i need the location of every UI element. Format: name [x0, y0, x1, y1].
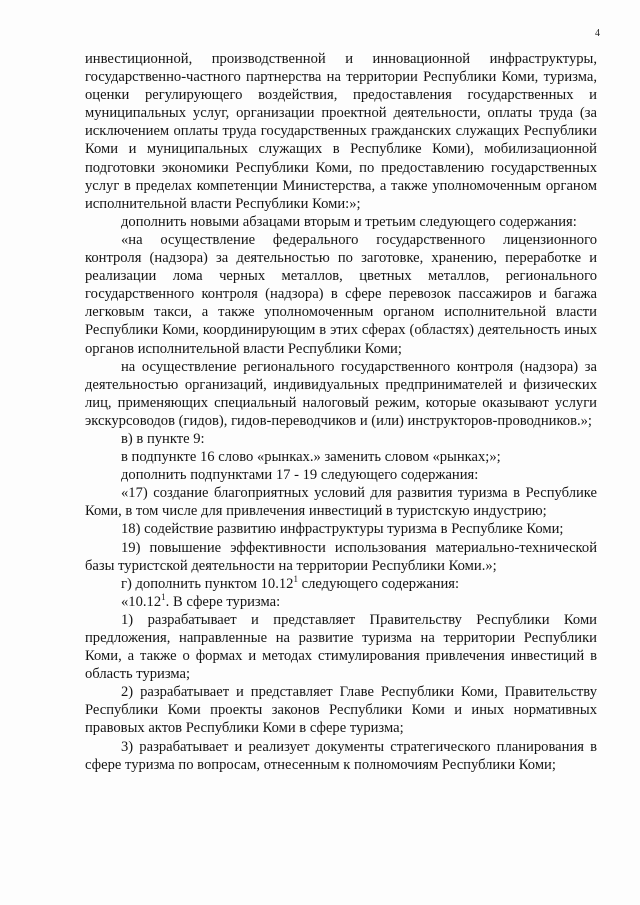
- paragraph-text: 19) повышение эффективности использования материально-технической базы туристской деятельности на территории Республики Коми.»;: [85, 539, 597, 574]
- paragraph-text: на осуществление регионального государственного контроля (надзора) за деятельностью организаций, индивидуальных предпринимателей и физических лиц, применяющих специальный налоговый режим, которые оказывают услуги экскурсоводов (гидов), гидов-переводчиков и (или) инструкторов-проводников.»;: [85, 358, 597, 429]
- paragraph-add-subitems: [85, 466, 597, 484]
- paragraph-duty-1: [85, 611, 597, 683]
- paragraph-text-after: . В сфере туризма:: [165, 593, 281, 610]
- paragraph-text: «10.12: [121, 593, 162, 610]
- paragraph-text: в подпункте 16 слово «рынках.» заменить словом «рынках;»;: [121, 449, 501, 466]
- paragraph-text: дополнить новыми абзацами вторым и третьим следующего содержания:: [121, 213, 577, 230]
- paragraph-section-heading: [85, 593, 597, 611]
- paragraph-text: «на осуществление федерального государственного лицензионного контроля (надзора) за деятельностью по заготовке, хранению, переработке и реализации лома черных металлов, цветных металлов, регионального государственного контроля (надзора) в сфере перевозок пассажиров и багажа легковым такси, а также уполномоченным органом исполнительной власти Республики Коми, координирующим в этих сферах (областях) деятельность иных органов исполнительной власти Республики Коми;: [85, 231, 597, 357]
- paragraph-text: инвестиционной, производственной и инновационной инфраструктуры, государственно-частного партнерства на территории Республики Коми, туризма, оценки регулирующего воздействия, предоставления государственных и муниципальных услуг, организации проектной деятельности, оплаты труда (за исключением оплаты труда государственных гражданских служащих Республики Коми и муниципальных служащих в Республике Коми), мобилизационной подготовки экономики Республики Коми, по предоставлению государственных услуг в пределах компетенции Министерства, а также уполномоченным органом исполнительной власти Республики Коми:»;: [85, 51, 597, 212]
- paragraph-text: дополнить подпунктами 17 - 19 следующего содержания:: [121, 467, 479, 484]
- paragraph-text: 18) содействие развитию инфраструктуры туризма в Республике Коми;: [121, 521, 564, 538]
- paragraph-duty-3: [85, 738, 597, 774]
- paragraph-item-v: [85, 430, 597, 448]
- paragraph-subitem-16: [85, 448, 597, 466]
- paragraph-text: 1) разрабатывает и представляет Правительству Республики Коми предложения, направленные на развитие туризма на территории Республики Коми, а также о формах и методах стимулирования привлечения инвестиций в область туризма;: [85, 611, 597, 683]
- paragraph-subitem-17: [85, 484, 597, 520]
- paragraph-regional-control: [85, 358, 597, 430]
- document-body: [85, 50, 597, 774]
- paragraph-text: в) в пункте 9:: [121, 430, 205, 447]
- paragraph-text: г) дополнить пунктом 10.12: [121, 575, 294, 592]
- paragraph-duty-2: [85, 683, 597, 737]
- paragraph-subitem-18: [85, 520, 597, 538]
- page-number: 4: [595, 28, 600, 39]
- paragraph-item-g: [85, 575, 597, 593]
- paragraph-subitem-19: [85, 539, 597, 575]
- superscript: 1: [161, 591, 166, 602]
- paragraph-text-after: следующего содержания:: [297, 575, 460, 592]
- paragraph-continuation: [85, 50, 597, 213]
- paragraph-text: «17) создание благоприятных условий для развития туризма в Республике Коми, в том числе для привлечения инвестиций в туристскую индустрию;: [85, 485, 597, 520]
- superscript: 1: [293, 573, 298, 584]
- paragraph-text: 2) разрабатывает и представляет Главе Республики Коми, Правительству Республики Коми проекты законов Республики Коми и иных нормативных правовых актов Республики Коми в сфере туризма;: [85, 684, 597, 737]
- paragraph-text: 3) разрабатывает и реализует документы стратегического планирования в сфере туризма по вопросам, отнесенным к полномочиям Республики Коми;: [85, 738, 597, 773]
- paragraph-add-paragraphs: [85, 213, 597, 231]
- paragraph-federal-control: [85, 231, 597, 358]
